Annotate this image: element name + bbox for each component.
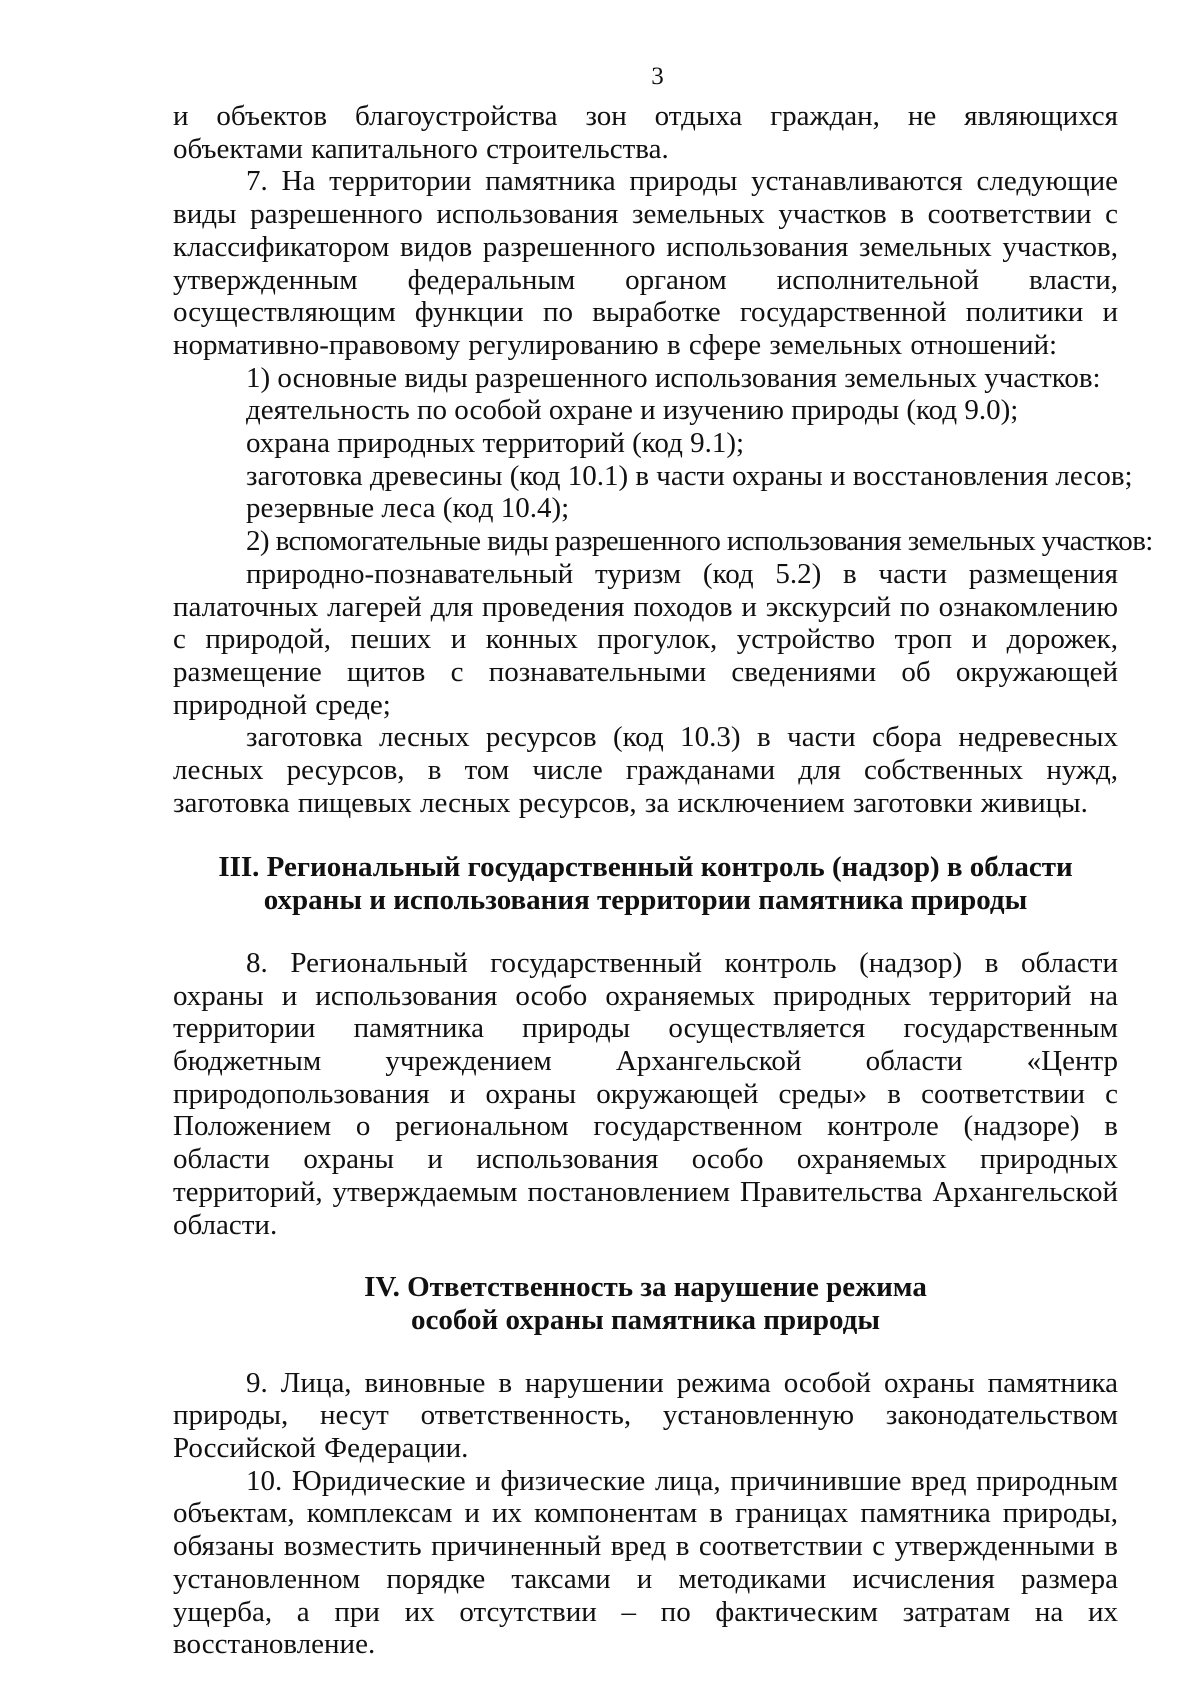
- section-4-heading-line-2: особой охраны памятника природы: [411, 1303, 880, 1336]
- section-3-heading-line-1: III. Региональный государственный контроль (надзор) в области: [218, 851, 1073, 884]
- main-type-item: деятельность по особой охране и изучению природы (код 9.0);: [246, 394, 1019, 427]
- continuation-paragraph: и объектов благоустройства зон отдыха граждан, не являющихся объектами капитального строительства.: [173, 100, 1118, 165]
- main-type-item: охрана природных территорий (код 9.1);: [246, 427, 745, 460]
- section-3-heading-line-2: охраны и использования территории памятника природы: [263, 884, 1028, 917]
- main-type-item: заготовка древесины (код 10.1) в части охраны и восстановления лесов;: [246, 459, 1133, 492]
- spacer: [173, 819, 1118, 851]
- document-page: [173, 60, 1153, 1661]
- auxiliary-types-heading: 2) вспомогательные виды разрешенного использования земельных участков:: [246, 525, 1153, 558]
- main-types-heading: 1) основные виды разрешенного использования земельных участков:: [246, 361, 1101, 394]
- auxiliary-type-item: заготовка лесных ресурсов (код 10.3) в части сбора недревесных лесных ресурсов, в том числе гражданами для собственных нужд, заготовка пищевых лесных ресурсов, за исключением заготовки живицы.: [173, 721, 1118, 819]
- spacer: [173, 1241, 1118, 1271]
- item-9-paragraph: 9. Лица, виновные в нарушении режима особой охраны памятника природы, несут ответственность, установленную законодательством Российской Федерации.: [173, 1366, 1118, 1465]
- spacer: [173, 1337, 1118, 1367]
- main-type-item: резервные леса (код 10.4);: [246, 492, 570, 525]
- item-10-paragraph: 10. Юридические и физические лица, причинившие вред природным объектам, комплексам и их компонентам в границах памятника природы, обязаны возместить причиненный вред в соответствии с утвержденными в установленном порядке таксами и методиками исчисления размера ущерба, а при их отсутствии – по фактическим затратам на их восстановление.: [173, 1464, 1118, 1661]
- item-8-paragraph: 8. Региональный государственный контроль (надзор) в области охраны и использования особо охраняемых природных территорий на территории памятника природы осуществляется государственным бюджетным учреждением Архангельской области «Центр природопользования и охраны окружающей среды» в соответствии с Положением о региональном государственном контроле (надзоре) в области охраны и использования особо охраняемых природных территорий, утверждаемым постановлением Правительства Архангельской области.: [173, 946, 1118, 1241]
- item-7-intro: 7. На территории памятника природы устанавливаются следующие виды разрешенного использования земельных участков в соответствии с классификатором видов разрешенного использования земельных участков, утвержденным федеральным органом исполнительной власти, осуществляющим функции по выработке государственной политики и нормативно-правовому регулированию в сфере земельных отношений:: [173, 165, 1118, 361]
- page-number: 3: [651, 63, 664, 90]
- spacer: [173, 917, 1118, 947]
- auxiliary-type-item: природно-познавательный туризм (код 5.2) в части размещения палаточных лагерей для проведения походов и экскурсий по ознакомлению с природой, пеших и конных прогулок, устройство троп и дорожек, размещение щитов с познавательными сведениями об окружающей природной среде;: [173, 557, 1118, 721]
- section-4-heading-line-1: IV. Ответственность за нарушение режима: [364, 1271, 927, 1304]
